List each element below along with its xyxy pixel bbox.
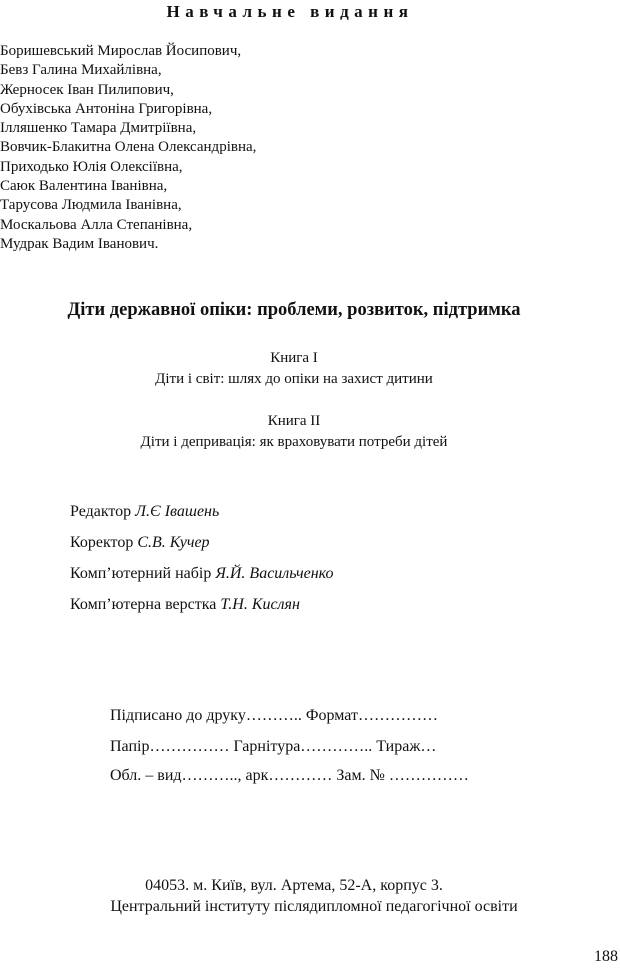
credit-role: Комп’ютерний набір: [70, 565, 216, 582]
author-name: Приходько Юлія Олексіївна,: [0, 158, 183, 175]
page-number: 188: [594, 948, 618, 965]
credit-layout: [70, 596, 334, 627]
book-two-block: [0, 411, 588, 453]
credit-role: Редактор: [70, 503, 136, 520]
book-two-subtitle: Діти і депривація: як враховувати потреби дітей: [140, 434, 448, 450]
author-list: [0, 42, 256, 254]
publisher-address: 04053. м. Київ, вул. Артема, 52-А, корпус 3.: [145, 877, 443, 894]
author-name: Боришевський Мирослав Йосипович,: [0, 43, 242, 59]
credit-person: Я.Й. Васильченко: [215, 565, 334, 582]
publisher-institute: Центральний інституту післядипломної педагогічної освіти: [110, 898, 518, 915]
credits-list: [70, 503, 334, 627]
credit-editor: [70, 503, 334, 534]
print-info-sheets: Обл. – вид……….., арк………… Зам. № ……………: [110, 767, 469, 784]
credit-proofreader: [70, 534, 334, 565]
credit-typesetting: [70, 565, 334, 596]
book-two-label: Книга ІІ: [267, 413, 321, 429]
author-name: Обухівська Антоніна Григорівна,: [0, 100, 213, 117]
author-name: Саюк Валентина Іванівна,: [0, 178, 168, 195]
author-name: Жерносек Іван Пилипович,: [0, 81, 174, 98]
book-one-label: Книга І: [270, 350, 318, 366]
print-info-signed: Підписано до друку……….. Формат……………: [110, 707, 438, 724]
credit-person: Т.Н. Кислян: [220, 596, 300, 613]
book-one-subtitle: Діти і світ: шлях до опіки на захист дитини: [155, 371, 433, 387]
author-name: Мудрак Вадим Іванович.: [0, 235, 159, 252]
author-name: Бевз Галина Михайлівна,: [0, 62, 162, 79]
author-name: Вовчик-Блакитна Олена Олександрівна,: [0, 139, 257, 156]
credit-person: С.В. Кучер: [137, 534, 210, 551]
credit-role: Коректор: [70, 534, 138, 551]
credit-person: Л.Є Івашень: [135, 503, 220, 520]
book-one-block: [0, 348, 588, 390]
author-name: Тарусова Людмила Іванівна,: [0, 197, 182, 214]
credit-role: Комп’ютерна верстка: [70, 596, 221, 613]
book-title: Діти державної опіки: проблеми, розвиток, підтримка: [67, 300, 521, 320]
section-heading: Навчальне видання: [166, 2, 414, 21]
print-info-paper: Папір…………… Гарнітура………….. Тираж…: [110, 738, 437, 755]
author-name: Ілляшенко Тамара Дмитріївна,: [0, 120, 197, 137]
author-name: Москальова Алла Степанівна,: [0, 216, 193, 233]
